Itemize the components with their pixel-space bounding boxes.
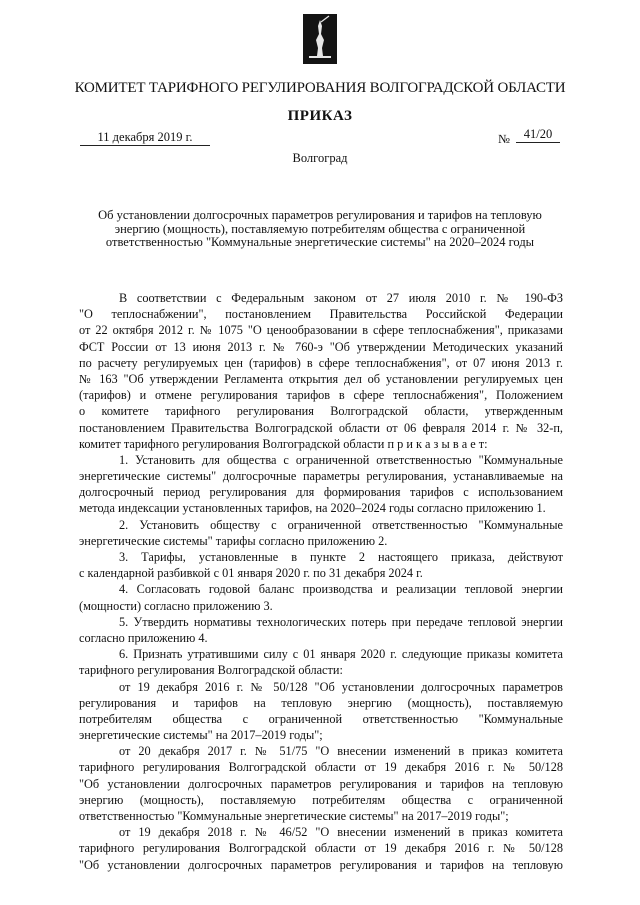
body-line: метода индексации установленных тарифов, на 2020–2024 годы согласно приложению 1. (79, 501, 546, 516)
city: Волгоград (292, 151, 348, 165)
body-line: 4. Согласовать годовой баланс производства и реализации тепловой энергии (119, 582, 563, 597)
body-line: энергетические системы" на 2017–2019 годы"; (79, 728, 323, 743)
body-line: "Об установлении долгосрочных параметров регулирования и тарифов на тепловую (79, 857, 563, 872)
order-date: 11 декабря 2019 г. (80, 129, 210, 146)
document-type: ПРИКАЗ (287, 108, 353, 124)
body-line: энергию (мощность), поставляемую потребителям общества с ограниченной (79, 792, 563, 807)
body-line: комитет тарифного регулирования Волгоградской области п р и к а з ы в а е т: (79, 436, 488, 451)
body-line: от 20 декабря 2017 г. № 51/75 "О внесении изменений в приказ комитета (119, 744, 563, 759)
body-line: тарифного регулирования Волгоградской области от 19 декабря 2016 г. № 50/128 (79, 760, 563, 775)
body-line: (мощности) согласно приложению 3. (79, 598, 273, 613)
body-line: от 19 декабря 2016 г. № 50/128 "Об установлении долгосрочных параметров (119, 679, 563, 694)
body-line: от 19 декабря 2018 г. № 46/52 "О внесении изменений в приказ комитета (119, 825, 563, 840)
order-body (79, 290, 563, 873)
committee-name: КОМИТЕТ ТАРИФНОГО РЕГУЛИРОВАНИЯ ВОЛГОГРАДСКОЙ ОБЛАСТИ (74, 80, 566, 96)
body-line: о комитете тарифного регулирования Волгоградской области, утвержденным (79, 404, 563, 419)
order-title (80, 209, 560, 250)
title-line: ответственностью "Коммунальные энергетические системы" на 2020–2024 годы (105, 235, 535, 249)
body-line: В соответствии с Федеральным законом от 27 июля 2010 г. № 190-ФЗ (119, 291, 563, 305)
body-line: 1. Установить для общества с ограниченной ответственностью "Коммунальные (119, 452, 563, 467)
order-number: 41/20 (516, 126, 560, 143)
title-line: Об установлении долгосрочных параметров регулирования и тарифов на тепловую (98, 208, 542, 222)
body-line: долгосрочный период регулирования для формирования тарифов с использованием (79, 485, 563, 500)
body-line: ФСТ России от 13 июня 2013 г. № 760-э "Об утверждении Методических указаний (79, 339, 563, 354)
title-line: энергию (мощность), поставляемую потребителям общества с ограниченной (114, 221, 526, 236)
body-line: (тарифов) и отмене регулирования тарифов в сфере теплоснабжения", Положением (79, 388, 563, 403)
body-line: по расчету регулируемых цен (тарифов) в сфере теплоснабжения", от 07 июня 2013 г. (79, 355, 563, 370)
body-line: от 22 октября 2012 г. № 1075 "О ценообразовании в сфере теплоснабжения", приказами (79, 323, 563, 338)
coat-of-arms-emblem (303, 14, 337, 64)
body-line: 3. Тарифы, установленные в пункте 2 настоящего приказа, действуют (119, 550, 563, 564)
body-line: № 163 "Об утверждении Регламента открытия дел об установлении регулируемых цен (79, 371, 563, 386)
body-line: согласно приложению 4. (79, 630, 208, 645)
body-line: энергетические системы" тарифы согласно приложению 2. (79, 533, 388, 548)
body-line: потребителям общества с ограниченной ответственностью "Коммунальные (79, 711, 563, 726)
body-line: 2. Установить обществу с ограниченной ответственностью "Коммунальные (119, 517, 563, 532)
number-sign: № (498, 132, 510, 146)
body-line: с календарной разбивкой с 01 января 2020 г. по 31 декабря 2024 г. (79, 566, 423, 581)
body-line: тарифного регулирования Волгоградской области от 19 декабря 2016 г. № 50/128 (79, 841, 563, 856)
body-line: энергетические системы" долгосрочные параметры регулирования, устанавливаемые на (79, 469, 563, 484)
body-line: регулирования и тарифов на тепловую энергию (мощность), поставляемую (79, 695, 563, 710)
body-line: 5. Утвердить нормативы технологических потерь при передаче тепловой энергии (119, 614, 563, 629)
body-line: тарифного регулирования Волгоградской области: (79, 663, 343, 678)
body-line: "О теплоснабжении", постановлением Правительства Российской Федерации (79, 307, 563, 322)
body-line: постановлением Правительства Волгоградской области от 06 февраля 2014 г. № 32-п, (79, 420, 563, 435)
body-line: 6. Признать утратившими силу с 01 января 2020 г. следующие приказы комитета (119, 647, 563, 662)
body-line: ответственностью "Коммунальные энергетические системы" на 2017–2019 годы"; (79, 809, 509, 823)
body-line: "Об установлении долгосрочных параметров регулирования и тарифов на тепловую (79, 776, 563, 791)
